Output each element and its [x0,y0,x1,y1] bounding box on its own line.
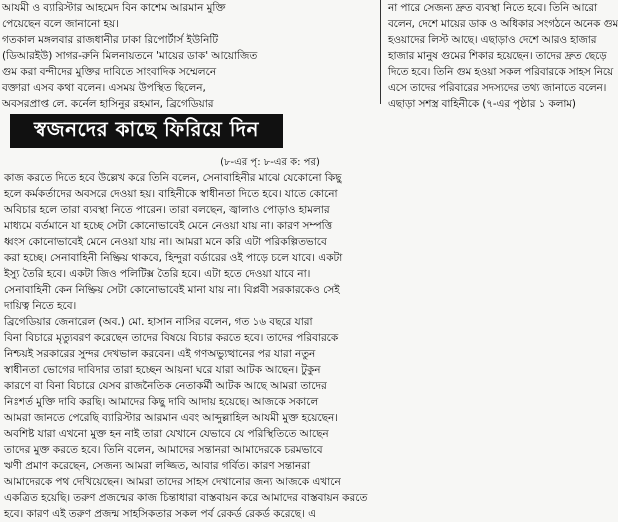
text-line: বলেন, দেশে মায়ের ডাক ও অধিকার সংগঠনে অনেক গুম [388,18,618,30]
text-line: অবসরপ্রাপ্ত লে. কর্নেল হাসিনুর রহমান, ব্রিগেডিয়ার [2,98,214,110]
text-line: সেনাবাহিনী কেন নিষ্ক্রিয় সেটা কোনোভাবেই মানা যায় না। বিপ্লবী সরকারকেও সেই [4,284,340,296]
right-column-text [386,0,618,110]
text-line: গতকাল মঙ্গলবার রাজধানীর ঢাকা রিপোর্টার্স ইউনিটি [2,34,219,46]
column-divider [380,0,381,104]
text-line: হওয়াদের লিস্ট আছে। এছাড়াও দেশে আরও হাজার [388,34,597,46]
text-line: বিনা বিচারে মৃত্যুবরণ করেছেন তাদের বিষয়ে বিচার করতে হবে। তাদের পরিবারকে [4,332,339,344]
text-line: অবশিষ্ট যারা এখনো মুক্ত হন নাই তারা যেখানে যেভাবে যে পরিস্থিতিতে আছেন [4,428,329,440]
text-line: মাধ্যমে বর্তমানে যা হচ্ছে সেটা কোনোভাবেই মেনে নেওয়া যায় না। কারণ সম্পত্তি [4,220,333,232]
text-line: কারণে বা বিনা বিচারে যেসব রাজনৈতিক নেতাকর্মী আটক আছে আমরা তাদের [4,380,327,392]
text-line: বক্তারা এসব কথা বলেন। এসময় উপস্থিত ছিলেন, [2,82,206,94]
headline-banner [10,114,283,148]
text-line: স্বাধীনতা ভোগের দাবিদার তারা হচ্ছেন আয়না ঘরে যারা আটক আছেন। টুকুন [4,364,321,376]
left-column-text [0,0,376,110]
text-line: একত্রিত হয়েছি। তরুণ প্রজন্মের কাজ চিন্তাধারা বাস্তবায়ন করে আমাদের বাস্তবায়ন করতে [4,492,368,504]
text-line: ধ্বংস কোনোভাবেই মেনে নেওয়া যায় না। আমরা মনে করি এটা পরিকল্পিতভাবে [4,236,327,248]
continuation-note: (৮-এর পৃ: ৮-এর ক: পর) [220,157,320,168]
text-line: হলে কর্মকর্তাদের অবসরে দেওয়া হয়। বাহিনীকে স্বাধীনতা দিতে হবে। যাতে কোনো [4,188,338,200]
text-line: এছাড়া সশস্ত্র বাহিনীকে (৭-এর পৃষ্ঠার ১ কলাম) [388,98,576,110]
text-line: আমরা জানতে পেরেছি ব্যারিস্টার আরমান এবং আব্দুল্লাহিল আযমী মুক্ত হয়েছেন। [4,412,338,424]
text-line: গুম করা বন্দীদের মুক্তির দাবিতে সাংবাদিক সম্মেলনে [2,66,217,78]
text-line: না পারে সেজন্য দ্রুত ব্যবস্থা নিতে হবে। তিনি আরো [388,2,598,14]
text-line: ঋণী প্রমাণ করেছেন, সেজন্য আমরা লজ্জিত, আবার গর্বিত। কারণ সন্তানরা [4,460,311,472]
text-line: দায়িত্ব নিতে হবে। [4,300,77,312]
text-line: অবিচার হলে তারা ব্যবস্থা নিতে পারেন। তারা বলছেন, জ্বালাও পোড়াও হামলার [4,204,330,216]
text-line: ব্রিগেডিয়ার জেনারেল (অব.) মো. হাসান নাসির বলেন, গত ১৬ বছরে যারা [4,316,313,328]
text-line: হাজার মানুষ গুমের শিকার হয়েছেন। তাদের দ্রুত ছেড়ে [388,50,607,62]
text-line: ইস্যু তৈরি হবে। একটা জিও পলিটিক্স তৈরি হবে। এটা হতে দেওয়া যাবে না। [4,268,311,280]
text-line: করা হচ্ছে। সেনাবাহিনী নিষ্ক্রিয় থাকবে, হিন্দুরা বর্ডারের ওই পাড়ে চলে যাবে। একটা [4,252,343,264]
article-headline: স্বজনদের কাছে ফিরিয়ে দিন [34,116,259,141]
text-line: আমাদেরকে পথ দেখিয়েছেন। আমরা তাদের সাহস দেখানোর জন্য আজকে এখানে [4,476,341,488]
text-line: নিশ্চয়ই সরকারের সুন্দর দেখভাল করবেন। এই গণঅভ্যুত্থানের পর যারা নতুন [4,348,316,360]
article-body [0,170,540,520]
text-line: কাজ করতে দিতে হবে উল্লেখ করে তিনি বলেন, সেনাবাহিনীর মাঝে যেকোনো কিছু [4,172,342,184]
text-line: নিঃশর্ত মুক্তি দাবি করছি। আমাদের কিছু দাবি আদায় হয়েছে। আজকে সকালে [4,396,319,408]
text-line: দিতে হবে। তিনি গুম হওয়া সকল পরিবারকে সাহস নিয়ে [388,66,614,78]
text-line: হবে। কারণ এই তরুণ প্রজন্ম সাহসিকতার সকল পর্ব রেকর্ড রেকর্ড করেছে। এ [4,508,317,520]
text-line: পেয়েছেন বলে জানানো হয়। [2,18,119,30]
text-line: (ডিআরইউ) সাগর-রুনি মিলনায়তনে 'মায়ের ডাক' আয়োজিত [2,50,258,62]
text-line: এসে তাদের পরিবারের সদস্যদের তথ্য জানাতে বলেন। [388,82,607,94]
text-line: তাদের মুক্ত করতে হবে। তিনি বলেন, আমাদের সন্তানরা আমাদেরকে চরমভাবে [4,444,323,456]
text-line: আযমী ও ব্যারিস্টার আহমেদ বিন কাশেম আরমান মুক্তি [2,2,226,14]
